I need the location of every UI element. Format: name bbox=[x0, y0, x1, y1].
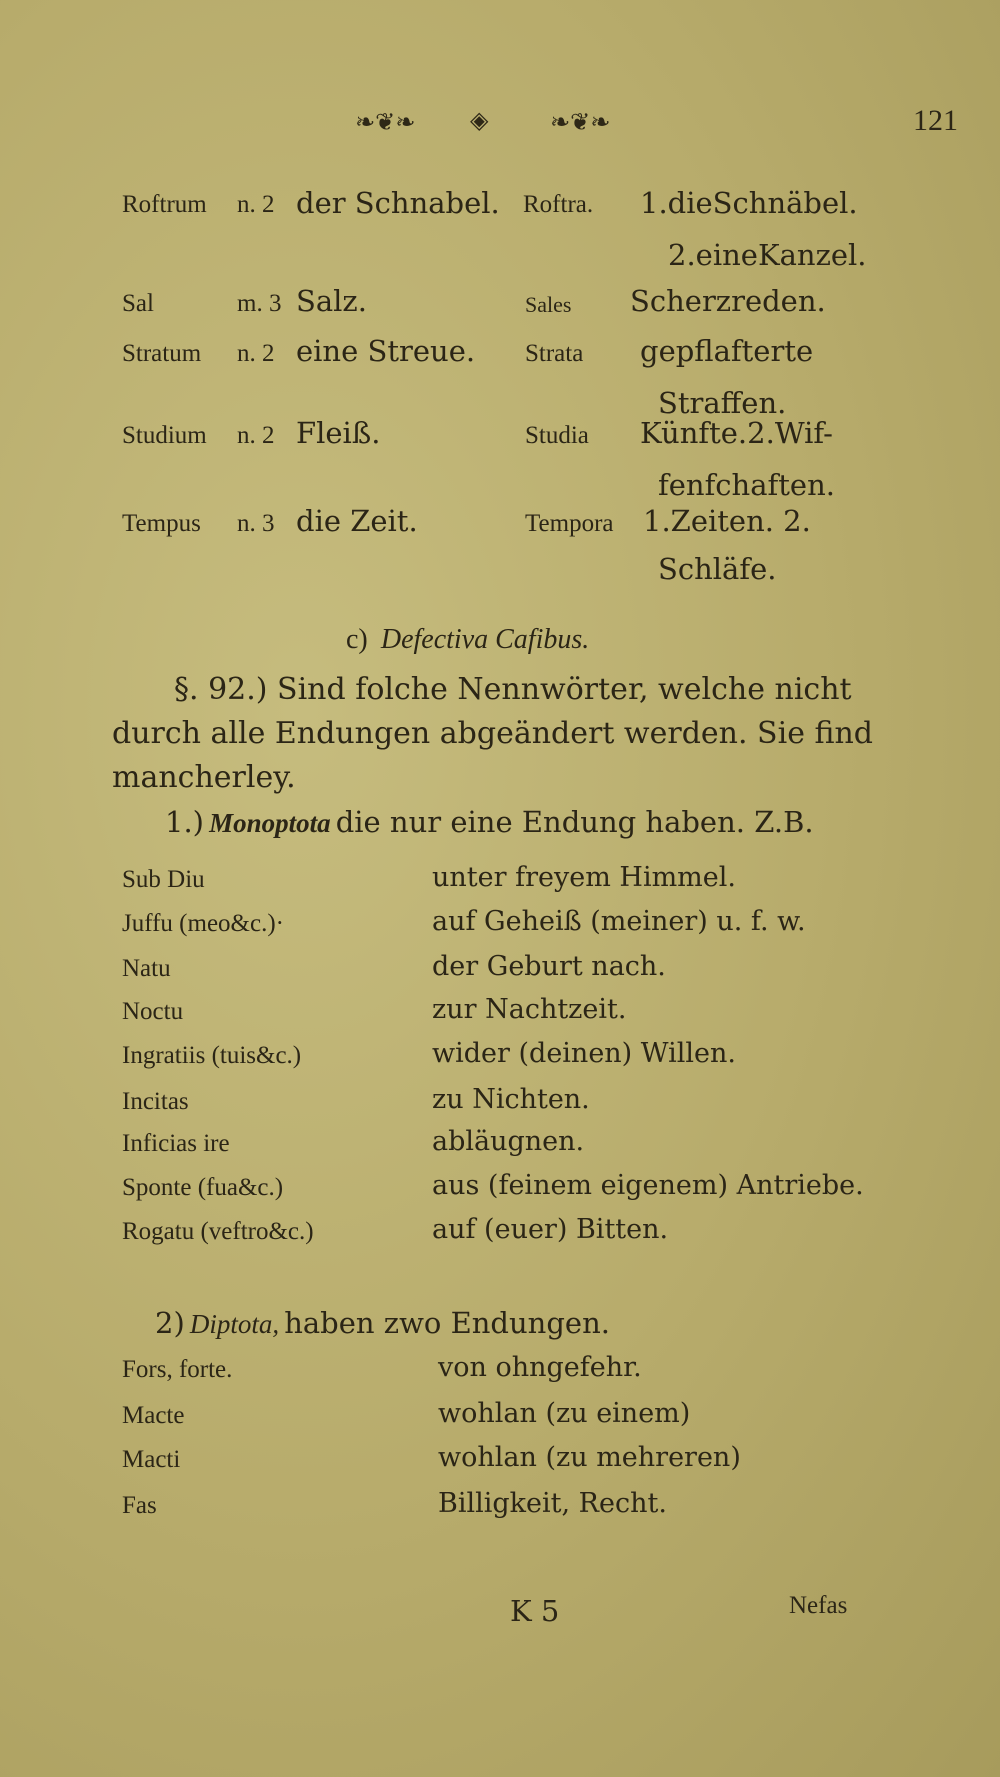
noun-plural-german: 1.dieSchnäbel. bbox=[640, 186, 858, 220]
noun-plural-german: gepflafterte bbox=[640, 334, 814, 368]
noun-latin: Studium bbox=[122, 422, 207, 449]
list-item-german: wohlan (zu mehreren) bbox=[438, 1442, 741, 1473]
section-title: Defectiva Cafibus. bbox=[380, 624, 590, 655]
list-item-german: wider (deinen) Willen. bbox=[432, 1038, 736, 1069]
noun-latin: Stratum bbox=[122, 340, 202, 367]
noun-gender: n. 2 bbox=[237, 191, 275, 218]
noun-plural-german: Schläfe. bbox=[658, 552, 777, 586]
list-item-german: wohlan (zu einem) bbox=[438, 1398, 691, 1429]
section-label: c) bbox=[346, 624, 368, 655]
diptota-description: haben zwo Endungen. bbox=[284, 1306, 610, 1340]
body-paragraph: §. 92.) Sind folche Nennwörter, welche nicht durch alle Endungen abgeändert werden. Sie find mancherley. bbox=[112, 672, 874, 795]
list-item-latin: Inficias ire bbox=[122, 1130, 230, 1157]
header-ornament-right: ❧❦❧ bbox=[550, 108, 611, 136]
signature-mark: K 5 bbox=[510, 1594, 560, 1628]
noun-german: Fleiß. bbox=[296, 416, 381, 450]
list-item-latin: Juffu (meo&c.)· bbox=[122, 910, 284, 937]
list-item-latin: Rogatu (veftro&c.) bbox=[122, 1218, 314, 1245]
noun-gender: n. 3 bbox=[237, 510, 275, 537]
list-item-german: auf Geheiß (meiner) u. f. w. bbox=[432, 906, 806, 937]
monoptota-heading bbox=[165, 805, 814, 839]
noun-plural: Studia bbox=[525, 422, 589, 449]
list-item-latin: Macti bbox=[122, 1446, 181, 1473]
list-item-german: zu Nichten. bbox=[432, 1084, 590, 1115]
header-ornament-center: ◈ bbox=[470, 106, 489, 134]
list-item-latin: Fas bbox=[122, 1492, 157, 1519]
noun-gender: n. 2 bbox=[237, 340, 275, 367]
noun-plural: Tempora bbox=[525, 510, 614, 537]
noun-german: die Zeit. bbox=[296, 504, 418, 538]
list-item-german: von ohngefehr. bbox=[438, 1352, 642, 1383]
noun-plural: Sales bbox=[525, 292, 572, 317]
noun-latin: Roftrum bbox=[122, 191, 207, 218]
monoptota-number: 1.) bbox=[165, 805, 204, 839]
noun-plural-german: Scherzreden. bbox=[630, 284, 826, 318]
noun-latin: Sal bbox=[122, 290, 154, 317]
list-item-latin: Ingratiis (tuis&c.) bbox=[122, 1042, 302, 1069]
list-item-latin: Natu bbox=[122, 955, 171, 982]
list-item-german: auf (euer) Bitten. bbox=[432, 1214, 669, 1245]
diptota-heading bbox=[155, 1306, 610, 1340]
noun-gender: n. 2 bbox=[237, 422, 275, 449]
page-number: 121 bbox=[913, 104, 958, 137]
list-item-latin: Fors, forte. bbox=[122, 1356, 233, 1383]
noun-plural-german: Straffen. bbox=[658, 386, 787, 420]
catchword: Nefas bbox=[789, 1592, 848, 1619]
noun-german: Salz. bbox=[296, 284, 367, 318]
noun-plural-german: fenfchaften. bbox=[658, 468, 835, 502]
monoptota-description: die nur eine Endung haben. Z.B. bbox=[335, 805, 814, 839]
diptota-number: 2) bbox=[155, 1306, 185, 1340]
list-item-german: unter freyem Himmel. bbox=[432, 862, 736, 893]
monoptota-term: Monoptota bbox=[209, 808, 331, 838]
list-item-german: abläugnen. bbox=[432, 1126, 585, 1157]
noun-german: eine Streue. bbox=[296, 334, 476, 368]
section-heading bbox=[346, 624, 589, 656]
list-item-german: der Geburt nach. bbox=[432, 951, 666, 982]
noun-plural: Roftra. bbox=[523, 191, 594, 218]
noun-german: der Schnabel. bbox=[296, 186, 500, 220]
diptota-term: Diptota, bbox=[189, 1309, 280, 1339]
noun-latin: Tempus bbox=[122, 510, 201, 537]
list-item-latin: Sub Diu bbox=[122, 866, 205, 893]
list-item-latin: Noctu bbox=[122, 998, 184, 1025]
list-item-latin: Sponte (fua&c.) bbox=[122, 1174, 284, 1201]
noun-plural-german: Künfte.2.Wif- bbox=[640, 416, 833, 450]
noun-gender: m. 3 bbox=[237, 290, 282, 317]
header-ornament-left: ❧❦❧ bbox=[355, 108, 416, 136]
noun-plural-german: 2.eineKanzel. bbox=[668, 238, 867, 272]
list-item-latin: Macte bbox=[122, 1402, 185, 1429]
list-item-german: Billigkeit, Recht. bbox=[438, 1488, 667, 1519]
list-item-latin: Incitas bbox=[122, 1088, 189, 1115]
noun-plural: Strata bbox=[525, 340, 584, 367]
list-item-german: zur Nachtzeit. bbox=[432, 994, 627, 1025]
list-item-german: aus (feinem eigenem) Antriebe. bbox=[432, 1170, 864, 1201]
noun-plural-german: 1.Zeiten. 2. bbox=[643, 504, 811, 538]
